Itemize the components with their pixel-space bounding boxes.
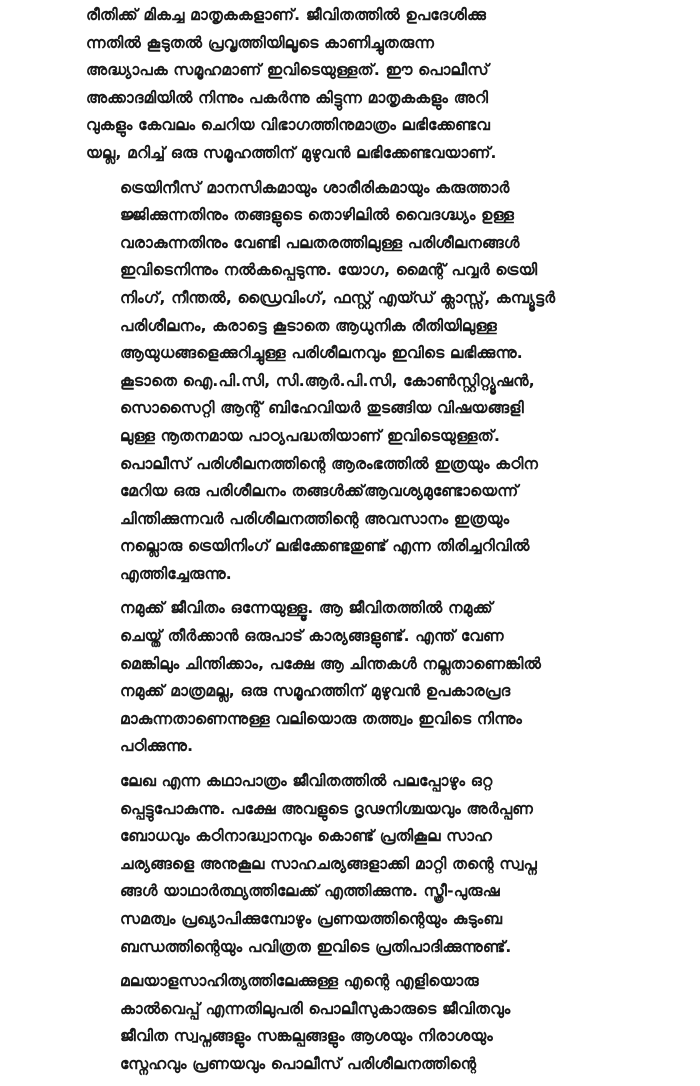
- text-line: ങ്ങൾ യാഥാർത്ഥ്യത്തിലേക്ക് എത്തിക്കുന്നു. സ്ത്രീ-പുരുഷ: [120, 882, 500, 901]
- text-line: ലേഖ എന്ന കഥാപാത്രം ജീവിതത്തിൽ പലപ്പോഴും ഒറ്റ: [120, 772, 493, 791]
- text-line: വരാകുന്നതിനും വേണ്ടി പലതരത്തിലുള്ള പരിശീലനങ്ങൾ: [120, 233, 520, 252]
- text-line: പൊലീസ് പരിശീലനത്തിന്റെ ആരംഭത്തിൽ ഇത്രയും കഠിന: [120, 454, 539, 473]
- paragraph-5: [86, 968, 618, 1078]
- text-line: ജ്ജിക്കുന്നതിനും തങ്ങളുടെ തൊഴിലിൽ വൈദഗ്ദ്ധ്യം ഉള്ള: [120, 206, 515, 225]
- text-line: ആയുധങ്ങളെക്കുറിച്ചുള്ള പരിശീലനവും ഇവിടെ ലഭിക്കുന്നു.: [120, 344, 523, 363]
- text-line: ന്നതിൽ കൂടുതൽ പ്രവൃത്തിയിലൂടെ കാണിച്ചുതരുന്ന: [86, 33, 435, 52]
- text-line: ബോധവും കഠിനാദ്ധ്വാനവും കൊണ്ട് പ്രതികൂല സാഹ: [120, 827, 493, 846]
- text-line: മലയാളസാഹിത്യത്തിലേക്കുള്ള എന്റെ എളിയൊരു: [120, 972, 479, 991]
- text-line: നമുക്ക് ജീവിതം ഒന്നേയുള്ളൂ. ആ ജീവിതത്തിൽ നമുക്ക്: [120, 599, 493, 618]
- text-line: ചിന്തിക്കുന്നവർ പരിശീലനത്തിന്റെ അവസാനം ഇത്രയും: [120, 509, 510, 528]
- text-line: പഠിക്കുന്നു.: [120, 737, 194, 756]
- text-line: മെങ്കിലും ചിന്തിക്കാം, പക്ഷേ ആ ചിന്തകൾ നല്ലതാണെങ്കിൽ: [120, 654, 542, 673]
- text-line: നല്ലൊരു ട്രെയിനിംഗ് ലഭിക്കേണ്ടതുണ്ട് എന്ന തിരിച്ചറിവിൽ: [120, 537, 530, 556]
- text-line: ലുള്ള നൂതനമായ പാഠ്യപദ്ധതിയാണ് ഇവിടെയുള്ളത്.: [120, 426, 501, 445]
- body-text: [86, 2, 618, 1086]
- text-line: സമത്വം പ്രഖ്യാപിക്കുമ്പോഴും പ്രണയത്തിന്റെയും കുടുംബ: [120, 910, 503, 928]
- text-line: ഇവിടെനിന്നും നൽകപ്പെടുന്നു. യോഗ, മൈന്റ് പവ്വർ ട്രെയി: [120, 261, 538, 280]
- text-line: പരിശീലനം, കരാട്ടെ കൂടാതെ ആധുനിക രീതിയിലുള്ള: [120, 316, 497, 335]
- paragraph-1: [86, 2, 618, 168]
- text-line: മേറിയ ഒരു പരിശീലനം തങ്ങൾക്ക്ആവശ്യമുണ്ടോയെന്ന്: [120, 482, 519, 501]
- paragraph-4: [86, 768, 618, 961]
- text-line: ട്രെയിനീസ് മാനസികമായും ശാരീരികമായും കരുത്താർ: [120, 178, 510, 197]
- text-line: വുകളും കേവലം ചെറിയ വിഭാഗത്തിനുമാത്രം ലഭിക്കേണ്ടവ: [86, 116, 491, 135]
- text-line: ചെയ്ത് തീർക്കാൻ ഒരുപാട് കാര്യങ്ങളുണ്ട്. എന്ത് വേണ: [120, 627, 504, 646]
- text-line: പ്പെട്ടുപോകുന്നു. പക്ഷേ അവളുടെ ദൃഢനിശ്ചയവും അർപ്പണ: [120, 799, 534, 818]
- text-line: സ്നേഹവും പ്രണയവും പൊലീസ് പരിശീലനത്തിന്റെ: [120, 1054, 477, 1073]
- text-line: എത്തിച്ചേരുന്നു.: [120, 564, 232, 583]
- text-line: മാകുന്നതാണെന്നുള്ള വലിയൊരു തത്ത്വം ഇവിടെ നിന്നും: [120, 709, 523, 728]
- paragraph-2: [86, 175, 618, 589]
- text-line: സൊസൈറ്റി ആന്റ് ബിഹേവിയർ തുടങ്ങിയ വിഷയങ്ങളി: [120, 399, 524, 418]
- text-line: കൂടാതെ ഐ.പി.സി, സി.ആർ.പി.സി, കോൺസ്റ്റിറ്റ്യൂഷൻ,: [120, 371, 535, 390]
- text-line: രീതിക്ക് മികച്ച മാതൃകകളാണ്. ജീവിതത്തിൽ ഉപദേശിക്കു: [86, 6, 487, 24]
- text-line: ബന്ധത്തിന്റെയും പവിത്രത ഇവിടെ പ്രതിപാദിക്കുന്നുണ്ട്.: [120, 937, 512, 956]
- text-line: യല്ല, മറിച്ച് ഒരു സമൂഹത്തിന് മുഴുവൻ ലഭിക്കേണ്ടവയാണ്.: [86, 143, 497, 162]
- text-line: ചര്യങ്ങളെ അനുകൂല സാഹചര്യങ്ങളാക്കി മാറ്റി തന്റെ സ്വപ്ന: [120, 854, 538, 873]
- text-line: നിംഗ്, നീന്തൽ, ഡ്രൈവിംഗ്, ഫസ്റ്റ് എയ്ഡ് ക്ലാസ്സ്, കമ്പ്യൂട്ടർ: [120, 288, 556, 307]
- text-line: അക്കാദമിയിൽ നിന്നും പകർന്നു കിട്ടുന്ന മാതൃകകളും അറി: [86, 88, 489, 107]
- text-line: നമുക്ക് മാത്രമല്ല, ഒരു സമൂഹത്തിന് മുഴുവൻ ഉപകാരപ്രദ: [120, 682, 511, 701]
- text-line: കാൽവെപ്പ് എന്നതിലുപരി പൊലീസുകാരുടെ ജീവിതവും: [120, 999, 511, 1018]
- text-line: ജീവിത സ്വപ്നങ്ങളും സങ്കല്പങ്ങളും ആശയും നിരാശയും: [120, 1027, 493, 1046]
- text-line: അദ്ധ്യാപക സമൂഹമാണ് ഇവിടെയുള്ളത്. ഈ പൊലീസ്: [86, 61, 489, 80]
- paragraph-3: [86, 595, 618, 761]
